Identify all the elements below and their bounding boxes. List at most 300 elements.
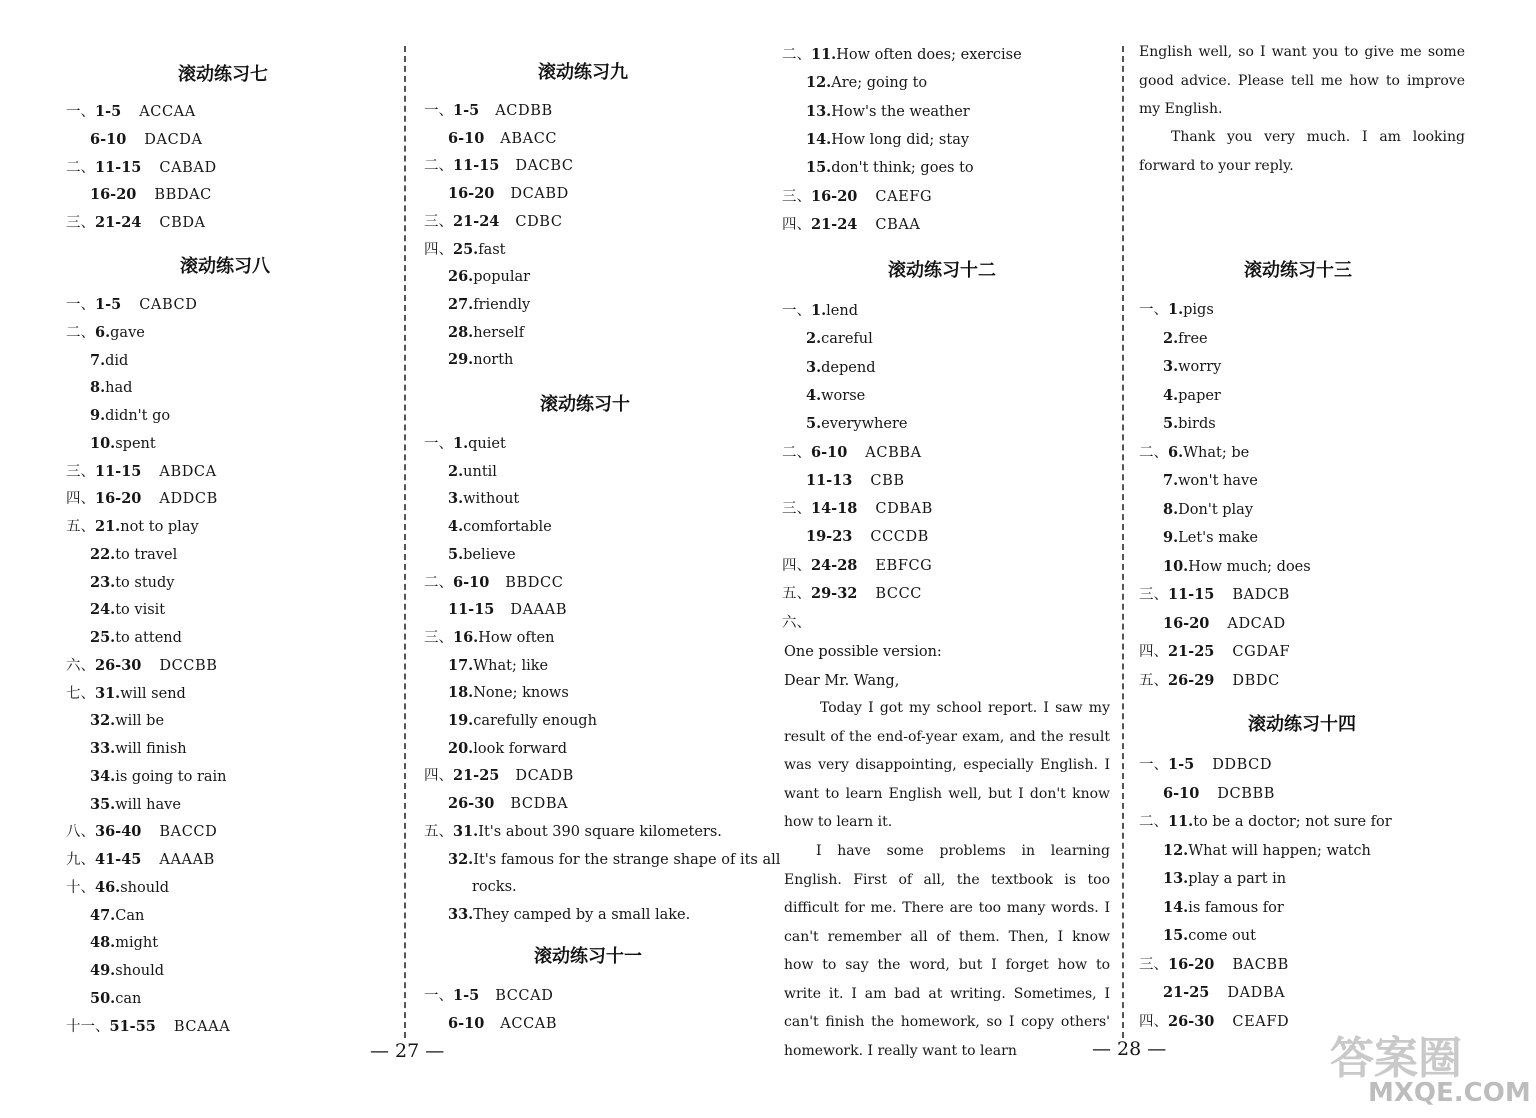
answer-text: can [115,990,142,1007]
question-number: 51-55 [109,1017,156,1035]
answer-line [806,158,974,178]
answer-line [806,358,876,378]
answer-line [1139,955,1289,975]
answer-line [1163,557,1311,577]
answer-text: north [473,352,514,369]
answer-text: popular [473,269,531,286]
question-number: 1-5 [453,102,480,119]
section-number: 一、 [424,436,453,452]
answer-line [90,711,164,731]
answer-text: ACCAA [139,104,196,120]
answer-text: rocks. [472,879,517,896]
question-number: 14. [1163,898,1189,916]
answer-text: not to play [120,519,199,535]
question-number: 3. [806,358,822,376]
answer-line [448,739,567,759]
answer-text: did [105,352,129,369]
watermark-logo: 答案圈 [1330,1033,1462,1084]
answer-line [66,102,196,122]
answer-line [1163,784,1275,804]
answer-text: comfortable [463,519,552,536]
answer-text: CBDA [159,215,206,232]
question-number: 1. [811,302,827,319]
answer-line [806,73,927,93]
section-number: 一、 [424,988,453,1004]
answer-text: It's famous for the strange shape of its all [473,851,781,868]
answer-text: birds [1178,416,1216,432]
answer-text: should [120,879,170,896]
answer-line [66,462,217,482]
answer-text: should [115,963,165,979]
answer-line [1163,329,1208,349]
question-number: 16-20 [448,185,495,203]
answer-text: is famous for [1188,899,1284,916]
answer-line [448,850,780,870]
section-title: 滚动练习九 [538,62,628,83]
answer-text: DACBC [515,158,574,175]
answer-text: to visit [115,602,166,619]
question-number: 16-20 [95,490,142,508]
answer-line [66,684,186,704]
question-number: 26. [448,268,474,286]
question-number: 15. [806,159,832,177]
answer-line [782,556,932,576]
answer-line [1163,926,1256,946]
answer-line [448,489,519,509]
section-number: 三、 [1139,956,1168,973]
section-title: 滚动练习十一 [534,946,642,967]
answer-line [90,545,177,565]
answer-line [424,240,506,260]
answer-text: will be [115,713,165,730]
answer-line [806,414,907,434]
question-number: 21-24 [95,214,142,232]
answer-text: careful [821,331,873,348]
section-number: 七、 [66,685,95,702]
answer-line [66,489,218,509]
answer-text: without [463,491,520,508]
column-divider [404,46,406,1038]
question-number: 5. [1163,415,1179,432]
answer-line [448,545,516,565]
answer-line [66,295,197,315]
answer-line [448,129,557,149]
answer-line [90,739,187,759]
question-number: 33. [448,905,474,923]
answer-text: They camped by a small lake. [473,906,691,923]
question-number: 1-5 [1168,756,1195,773]
answer-text: worse [821,387,866,404]
answer-line [1163,357,1221,377]
answer-line [66,158,217,178]
section-number: 三、 [782,188,811,205]
answer-line [448,1014,557,1034]
answer-line [90,130,203,150]
answer-text: How much; does [1188,558,1311,575]
section-number: 三、 [66,215,95,232]
answer-line [66,878,169,898]
answer-line [1163,414,1216,434]
answer-text: lend [826,303,858,319]
question-number: 26-30 [1168,1012,1215,1030]
question-number: 33. [90,740,116,757]
answer-line [806,329,873,349]
answer-line [90,628,182,648]
question-number: 17. [448,656,474,674]
answer-line [90,600,165,620]
answer-line [1139,755,1272,775]
answer-text: EBFCG [875,557,933,574]
answer-line [424,156,574,176]
question-number: 1-5 [95,103,122,120]
answer-line [90,378,132,398]
question-number: 21. [95,518,121,535]
question-number: 35. [90,795,116,813]
question-number: 41-45 [95,851,142,868]
answer-text: CABAD [159,159,217,176]
answer-line [448,462,497,482]
answer-text: BACCD [159,824,218,841]
answer-text: BCAAA [173,1018,231,1035]
question-number: 11-15 [448,601,495,619]
question-number: 1. [453,435,469,452]
answer-text: won't have [1178,473,1258,489]
question-number: 13. [1163,870,1189,887]
question-number: 11-15 [1168,586,1215,603]
answer-line [806,130,969,150]
answer-line [90,573,174,593]
answer-text: everywhere [821,416,908,433]
section-number: 三、 [66,463,95,480]
answer-text: CGDAF [1232,644,1291,660]
answer-line [424,101,553,121]
answer-text: DBDC [1232,672,1280,689]
answer-line [1163,471,1258,491]
answer-text: will send [120,685,186,702]
question-number: 31. [453,822,479,840]
answer-text: DCCBB [159,657,218,674]
answer-line [1139,443,1249,463]
answer-line [90,185,212,205]
answer-line [1139,671,1280,691]
answer-text: DAAAB [510,602,568,619]
answer-line [424,628,554,648]
answer-text: CDBC [515,213,563,230]
question-number: 46. [95,878,121,896]
question-number: 31. [95,684,121,702]
letter-paragraph: English well, so I want you to give me some good advice. Please tell me how to improve my English. [1139,44,1465,117]
question-number: 2. [1163,329,1179,347]
question-number: 1-5 [453,987,480,1004]
section-number: 二、 [424,158,453,175]
question-number: 16-20 [90,186,137,204]
answer-text: look forward [473,740,568,757]
section-number: 四、 [66,491,95,508]
answer-text: DACDA [144,131,203,148]
answer-line [90,933,158,953]
answer-line [448,184,569,204]
answer-line [806,527,929,547]
answer-line [90,989,141,1009]
answer-text: BADCB [1232,587,1290,603]
answer-line [782,584,922,604]
question-number: 26-30 [95,656,142,674]
section-number: 六、 [66,657,95,674]
section-number: 四、 [424,241,453,258]
answer-line [1139,1012,1289,1032]
question-number: 6. [95,323,111,341]
answer-line [448,323,524,343]
page-number-left: — 27 — [370,1040,445,1062]
question-number: 7. [90,351,106,369]
question-number: 16-20 [811,187,858,205]
question-number: 29. [448,351,474,369]
answer-line [424,212,563,232]
answer-text: What will happen; watch [1188,842,1371,859]
answer-line [1163,528,1258,548]
answer-text: might [115,935,159,952]
question-number: 25. [90,629,116,646]
answer-text: worry [1178,359,1222,375]
question-number: 2. [806,330,822,348]
answer-text: DDBCD [1212,757,1273,773]
answer-text: don't think; goes to [831,160,974,177]
sub-section-label: 六、 [782,615,811,631]
question-number: 6-10 [90,130,127,148]
answer-line [424,822,722,842]
section-number: 二、 [782,444,811,461]
letter-paragraph: Thank you very much. I am looking forward to your reply. [1139,129,1465,174]
answer-text: CBB [870,472,905,489]
question-number: 6-10 [448,129,485,147]
section-title: 滚动练习八 [180,256,270,277]
answer-text: until [463,463,497,480]
answer-line [66,656,218,676]
question-number: 23. [90,573,116,591]
answer-line [448,905,690,925]
answer-line [90,406,170,426]
answer-line [448,877,517,897]
answer-text: DCADB [515,768,574,785]
section-number: 四、 [782,557,811,574]
question-number: 36-40 [95,823,142,841]
section-number: 一、 [424,103,453,119]
answer-text: will have [115,796,181,813]
answer-text: BCDBA [510,796,569,813]
question-number: 18. [448,684,474,702]
section-title: 滚动练习七 [178,64,268,85]
question-number: 47. [90,906,116,924]
section-number: 四、 [424,768,453,785]
answer-line [66,323,145,343]
answer-text: CDBAB [875,501,933,518]
answer-text: depend [821,359,876,376]
question-number: 12. [1163,841,1189,859]
answer-text: herself [473,324,525,341]
answer-line [1163,500,1253,520]
question-number: 5. [806,415,822,433]
answer-line [1163,869,1286,889]
watermark-url: MXQE.COM [1368,1078,1531,1108]
question-number: 19. [448,712,474,729]
section-title: 滚动练习十三 [1244,260,1352,281]
question-number: 7. [1163,472,1179,489]
section-number: 二、 [1139,444,1168,461]
answer-line [782,499,933,519]
answer-text: Don't play [1178,501,1254,518]
section-number: 一、 [1139,302,1168,318]
answer-line [90,906,144,926]
answer-text: What; like [473,657,549,674]
answer-line [782,45,1022,65]
version-label: One possible version: [784,644,942,660]
question-number: 21-25 [1168,643,1215,660]
question-number: 21-24 [811,215,858,233]
section-number: 一、 [1139,757,1168,773]
answer-text: to attend [115,630,182,646]
answer-line [1163,983,1285,1003]
answer-line [448,350,513,370]
answer-text: ABACC [500,130,558,147]
question-number: 16-20 [1168,955,1215,973]
section-number: 五、 [1139,672,1168,689]
question-number: 32. [448,850,474,868]
answer-text: How often [478,629,555,646]
question-number: 14. [806,130,832,148]
answer-text: to be a doctor; not sure for [1193,814,1392,830]
page-number-right: — 28 — [1092,1038,1167,1060]
section-number: 四、 [782,216,811,233]
question-number: 28. [448,323,474,341]
answer-text: How long did; stay [831,131,970,148]
answer-line [1139,642,1290,662]
question-number: 4. [806,386,822,404]
section-number: 二、 [782,47,811,63]
question-number: 3. [1163,358,1179,375]
question-number: 10. [1163,557,1189,575]
answer-text: will finish [115,741,187,757]
question-number: 11-15 [95,462,142,480]
section-number: 三、 [1139,587,1168,603]
answer-line [66,850,215,870]
answer-text: is going to rain [115,768,227,785]
answer-line [782,301,858,321]
answer-text: BCCAD [495,988,554,1004]
answer-line [1139,585,1290,605]
question-number: 6-10 [1163,784,1200,802]
section-number: 二、 [1139,814,1168,830]
question-number: 16. [453,628,479,646]
question-number: 32. [90,712,116,730]
question-number: 48. [90,934,116,952]
answer-text: believe [463,546,516,563]
answer-text: How's the weather [831,103,970,120]
answer-text: play a part in [1188,871,1287,887]
section-title: 滚动练习十 [540,394,630,415]
answer-line [782,443,922,463]
answer-line [1163,898,1284,918]
answer-line [806,102,970,122]
answer-line [1139,812,1392,832]
answer-text: DCBBB [1217,785,1275,802]
answer-text: Let's make [1178,530,1258,546]
answer-text: AAAAB [159,852,215,868]
answer-line [448,295,530,315]
question-number: 10. [90,434,116,452]
section-number: 五、 [424,823,453,840]
answer-text: CCCDB [870,529,929,546]
answer-text: CABCD [139,297,198,313]
answer-text: gave [110,324,145,341]
section-number: 二、 [66,159,95,176]
answer-line [90,961,164,981]
answer-text: ACCAB [500,1016,558,1032]
question-number: 49. [90,962,116,979]
answer-line [90,767,227,787]
question-number: 16-20 [1163,614,1210,632]
question-number: 13. [806,102,832,120]
question-number: 26-30 [448,795,495,813]
answer-line [66,822,217,842]
answer-line [90,351,128,371]
answer-text: free [1178,330,1208,347]
answer-text: ABDCA [159,463,217,480]
section-number: 二、 [424,574,453,591]
question-number: 4. [1163,386,1179,404]
question-number: 1. [1168,301,1184,318]
answer-line [448,600,567,620]
question-number: 34. [90,767,116,785]
section-number: 四、 [1139,1013,1168,1030]
answer-line [806,386,865,406]
answer-line [448,683,569,703]
answer-line [66,213,206,233]
question-number: 5. [448,545,464,563]
answer-text: carefully enough [473,713,597,729]
answer-line [90,795,181,815]
answer-text: ADCAD [1227,615,1286,632]
question-number: 26-29 [1168,671,1215,689]
section-number: 四、 [1139,644,1168,660]
question-number: 20. [448,739,474,757]
section-number: 八、 [66,824,95,841]
question-number: 8. [1163,500,1179,518]
answer-text: spent [115,435,156,452]
section-number: 五、 [66,519,95,535]
answer-line [448,656,548,676]
answer-text: pigs [1183,302,1214,318]
answer-text: Are; going to [831,75,928,92]
answer-line [448,711,597,731]
answer-text: None; knows [473,685,569,702]
answer-text: How often does; exercise [836,47,1022,63]
question-number: 25. [453,240,479,258]
answer-line [806,471,905,491]
answer-line [424,766,574,786]
letter-paragraph: Today I got my school report. I saw my result of the end-of-year exam, and the result was very disappointing, especially English. I want to learn English well, but I don't know how to learn it. [784,700,1110,830]
section-number: 九、 [66,852,95,868]
section-title: 滚动练习十二 [888,260,996,281]
letter-salutation: Dear Mr. Wang, [784,673,900,689]
section-number: 三、 [782,501,811,518]
column-divider [1122,46,1124,1038]
section-number: 一、 [66,104,95,120]
answer-text: fast [478,241,506,258]
section-number: 一、 [782,303,811,319]
answer-line [448,794,568,814]
answer-text: CEAFD [1232,1013,1290,1030]
answer-line [782,215,920,235]
